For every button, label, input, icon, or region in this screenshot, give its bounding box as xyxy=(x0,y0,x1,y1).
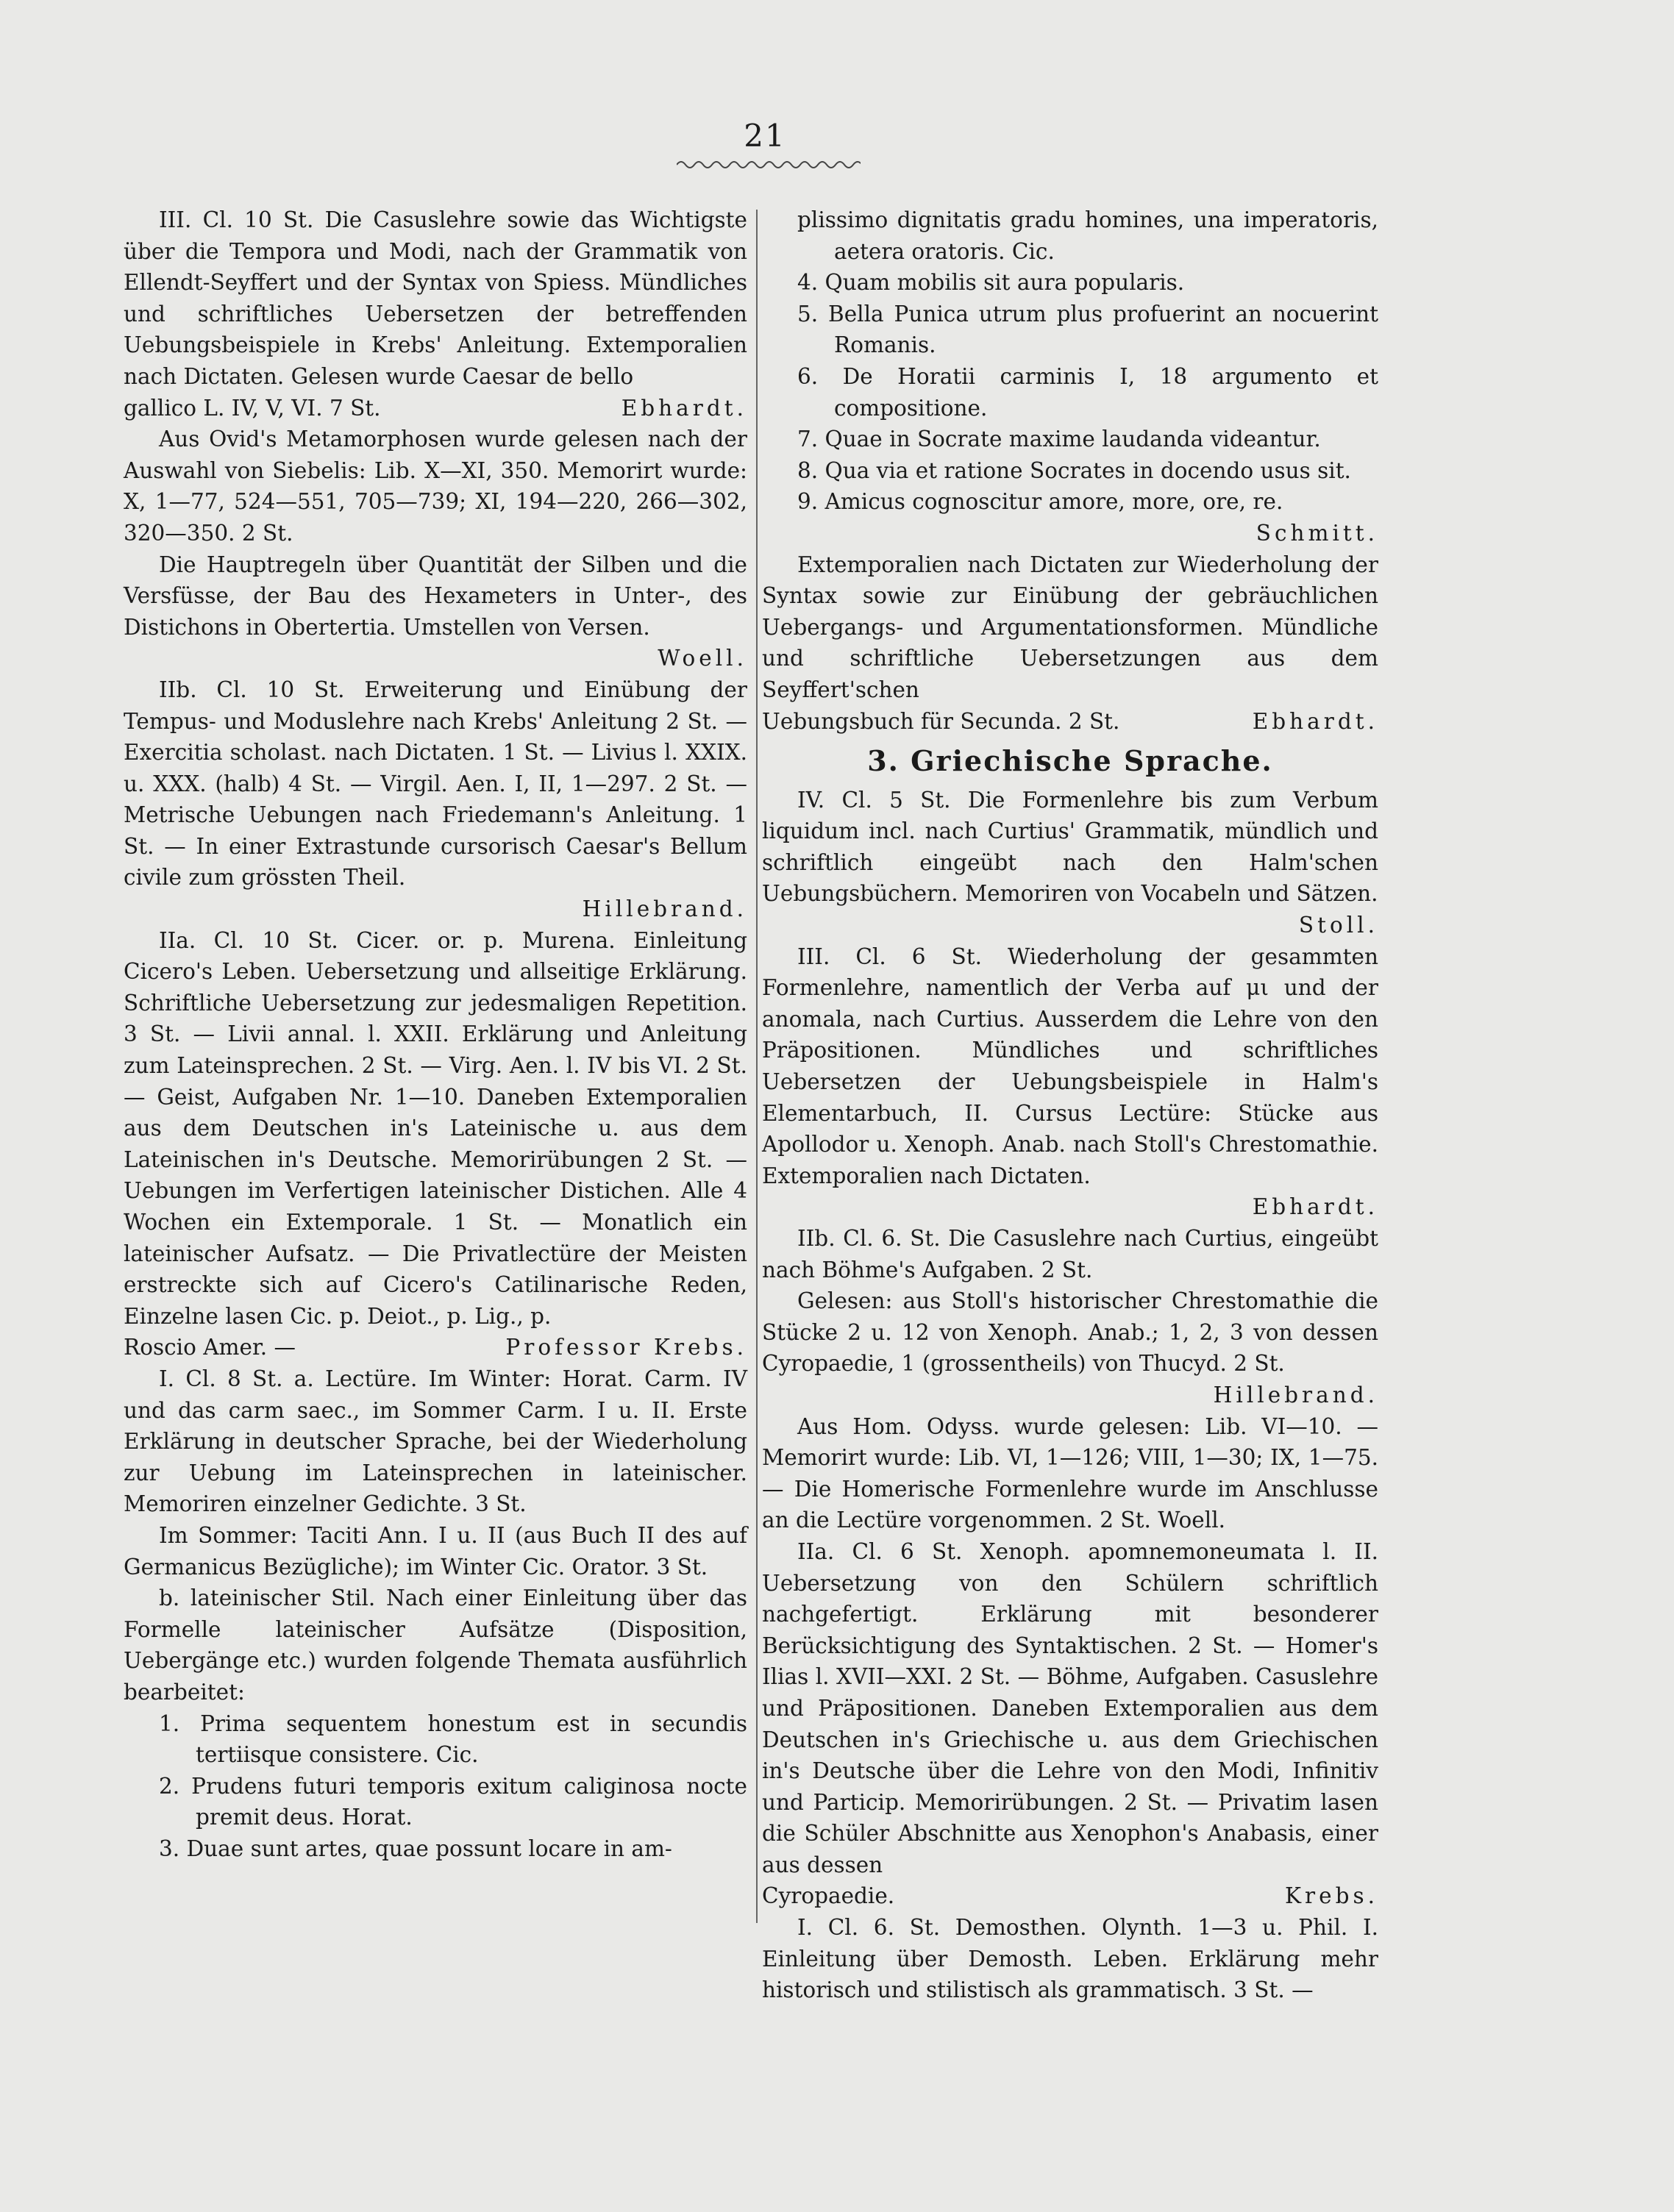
teacher-signature: Schmitt. xyxy=(1256,520,1378,546)
teacher-signature: Professor Krebs. xyxy=(505,1335,747,1360)
paragraph: Aus Ovid's Metamorphosen wurde gelesen nach der Auswahl von Siebelis: Lib. X—XI, 350. Memorirt wurde: X, 1—77, 524—551, 705—739; XI, 194—220, 266—302, 320—350. 2 St. xyxy=(124,427,747,546)
theme-item: 8. Qua via et ratione Socrates in docendo usus sit. xyxy=(797,457,1351,483)
paragraph: Die Hauptregeln über Quantität der Silben und die Versfüsse, der Bau des Hexameters in Unter-, des Distichons in Obertertia. Umstellen von Versen. xyxy=(124,552,747,640)
text: Roscio Amer. — xyxy=(124,1335,296,1360)
page-number: 21 xyxy=(744,118,786,154)
theme-item: plissimo dignitatis gradu homines, una imperatoris, aetera oratoris. Cic. xyxy=(797,207,1378,264)
teacher-signature: Woell. xyxy=(658,646,747,671)
theme-item: 6. De Horatii carminis I, 18 argumento et compositione. xyxy=(797,363,1378,421)
paragraph: IV. Cl. 5 St. Die Formenlehre bis zum Verbum liquidum incl. nach Curtius' Grammatik, mündlich und schriftlich eingeübt nach den Halm'schen Uebungsbüchern. Memoriren von Vocabeln und Sätzen. xyxy=(762,787,1378,907)
paragraph: Im Sommer: Taciti Ann. I u. II (aus Buch II des auf Germanicus Bezügliche); im Winter Cic. Orator. 3 St. xyxy=(124,1522,747,1580)
paragraph: I. Cl. 8 St. a. Lectüre. Im Winter: Horat. Carm. IV und das carm saec., im Sommer Carm. I u. II. Erste Erklärung in deutscher Sprache, bei der Wiederholung zur Uebung im Lateinsprechen in lateinischer. Memoriren einzelner Gedichte. 3 St. xyxy=(124,1366,747,1517)
theme-item: 2. Prudens futuri temporis exitum caliginosa nocte premit deus. Horat. xyxy=(159,1773,747,1830)
left-column xyxy=(124,204,747,1864)
text: Uebungsbuch für Secunda. 2 St. xyxy=(762,708,1120,734)
teacher-signature: Hillebrand. xyxy=(1213,1382,1378,1408)
paragraph: III. Cl. 6 St. Wiederholung der gesammten Formenlehre, namentlich der Verba auf μι und der anomala, nach Curtius. Ausserdem die Lehre von den Präpositionen. Mündliches und schriftliches Uebersetzen der Uebungsbeispiele in Halm's Elementarbuch, II. Cursus Lectüre: Stücke aus Apollodor u. Xenoph. Anab. nach Stoll's Chrestomathie. Extemporalien nach Dictaten. xyxy=(762,943,1378,1188)
paragraph-line xyxy=(124,1332,747,1363)
theme-item: 9. Amicus cognoscitur amore, more, ore, re. xyxy=(797,489,1283,515)
column-divider xyxy=(756,210,758,1923)
paragraph: IIb. Cl. 6. St. Die Casuslehre nach Curtius, eingeübt nach Böhme's Aufgaben. 2 St. xyxy=(762,1226,1378,1282)
teacher-signature: Hillebrand. xyxy=(582,896,747,922)
paragraph-line xyxy=(762,1880,1378,1912)
theme-item: 4. Quam mobilis sit aura popularis. xyxy=(797,270,1185,296)
theme-item: 7. Quae in Socrate maxime laudanda videantur. xyxy=(797,427,1321,452)
paragraph-line xyxy=(124,393,747,424)
teacher-signature: Ebhardt. xyxy=(621,395,747,421)
paragraph: Aus Hom. Odyss. wurde gelesen: Lib. VI—10. — Memorirt wurde: Lib. VI, 1—126; VIII, 1—30; IX, 1—75. — Die Homerische Formenlehre wurde im Anschlusse an die Lectüre vorgenommen. 2 St. Woell. xyxy=(762,1413,1378,1533)
paragraph-line xyxy=(762,706,1378,738)
text: Cyropaedie. xyxy=(762,1883,895,1909)
paragraph: III. Cl. 10 St. Die Casuslehre sowie das Wichtigste über die Tempora und Modi, nach der Grammatik von Ellendt-Seyffert und der Syntax von Spiess. Mündliches und schriftliches Uebersetzen der betreffenden Uebungsbeispiele in Krebs' Anleitung. Extemporalien nach Dictaten. Gelesen wurde Caesar de bello xyxy=(124,207,747,389)
paragraph: IIa. Cl. 6 St. Xenoph. apomnemoneumata l. II. Uebersetzung von den Schülern schriftlich nachgefertigt. Erklärung mit besonderer Berücksichtigung des Syntaktischen. 2 St. — Homer's Ilias l. XVII—XXI. 2 St. — Böhme, Aufgaben. Casuslehre und Präpositionen. Daneben Extemporalien aus dem Deutschen in's Griechische u. aus dem Griechischen in's Deutsche über die Lehre von den Modi, Infinitiv und Particip. Memorirübungen. 2 St. — Privatim lasen die Schüler Abschnitte aus Xenophon's Anabasis, einer aus dessen xyxy=(762,1538,1378,1877)
paragraph: b. lateinischer Stil. Nach einer Einleitung über das Formelle lateinischer Aufsätze (Disposition, Uebergänge etc.) wurden folgende Themata ausführlich bearbeitet: xyxy=(124,1585,747,1705)
right-column xyxy=(762,204,1378,2006)
page-number-ornament xyxy=(677,156,861,174)
section-heading: 3. Griechische Sprache. xyxy=(867,744,1273,778)
teacher-signature: Stoll. xyxy=(1298,913,1378,938)
paragraph: IIb. Cl. 10 St. Erweiterung und Einübung der Tempus- und Moduslehre nach Krebs' Anleitung 2 St. — Exercitia scholast. nach Dictaten. 1 St. — Livius l. XXIX. u. XXX. (halb) 4 St. — Virgil. Aen. I, II, 1—297. 2 St. — Metrische Uebungen nach Friedemann's Anleitung. 1 St. — In einer Extrastunde cursorisch Caesar's Bellum civile zum grössten Theil. xyxy=(124,677,747,891)
paragraph: Extemporalien nach Dictaten zur Wiederholung der Syntax sowie zur Einübung der gebräuchlichen Uebergangs- und Argumentationsformen. Mündliche und schriftliche Uebersetzungen aus dem Seyffert'schen xyxy=(762,552,1378,702)
theme-item: 1. Prima sequentem honestum est in secundis tertiisque consistere. Cic. xyxy=(159,1710,747,1768)
theme-item: 5. Bella Punica utrum plus profuerint an nocuerint Romanis. xyxy=(797,301,1378,358)
teacher-signature: Krebs. xyxy=(1285,1883,1378,1909)
teacher-signature: Ebhardt. xyxy=(1252,708,1378,734)
paragraph: IIa. Cl. 10 St. Cicer. or. p. Murena. Einleitung Cicero's Leben. Uebersetzung und allseitige Erklärung. Schriftliche Uebersetzung zur jedesmaligen Repetition. 3 St. — Livii annal. l. XXII. Erklärung und Anleitung zum Lateinsprechen. 2 St. — Virg. Aen. l. IV bis VI. 2 St. — Geist, Aufgaben Nr. 1—10. Daneben Extemporalien aus dem Deutschen in's Lateinische u. aus dem Lateinischen in's Deutsche. Memorirübungen 2 St. — Uebungen im Verfertigen lateinischer Distichen. Alle 4 Wochen ein Extemporale. 1 St. — Monatlich ein lateinischer Aufsatz. — Die Privatlectüre der Meisten erstreckte sich auf Cicero's Catilinarische Reden, Einzelne lasen Cic. p. Deiot., p. Lig., p. xyxy=(124,927,747,1329)
paragraph: Gelesen: aus Stoll's historischer Chrestomathie die Stücke 2 u. 12 von Xenoph. Anab.; 1, 2, 3 von dessen Cyropaedie, 1 (grossentheils) von Thucyd. 2 St. xyxy=(762,1288,1378,1377)
text: gallico L. IV, V, VI. 7 St. xyxy=(124,395,381,421)
theme-item: 3. Duae sunt artes, quae possunt locare in am- xyxy=(159,1835,672,1861)
teacher-signature: Ebhardt. xyxy=(1252,1194,1378,1220)
paragraph: I. Cl. 6. St. Demosthen. Olynth. 1—3 u. Phil. I. Einleitung über Demosth. Leben. Erklärung mehr historisch und stilistisch als grammatisch. 3 St. — xyxy=(762,1915,1378,2003)
